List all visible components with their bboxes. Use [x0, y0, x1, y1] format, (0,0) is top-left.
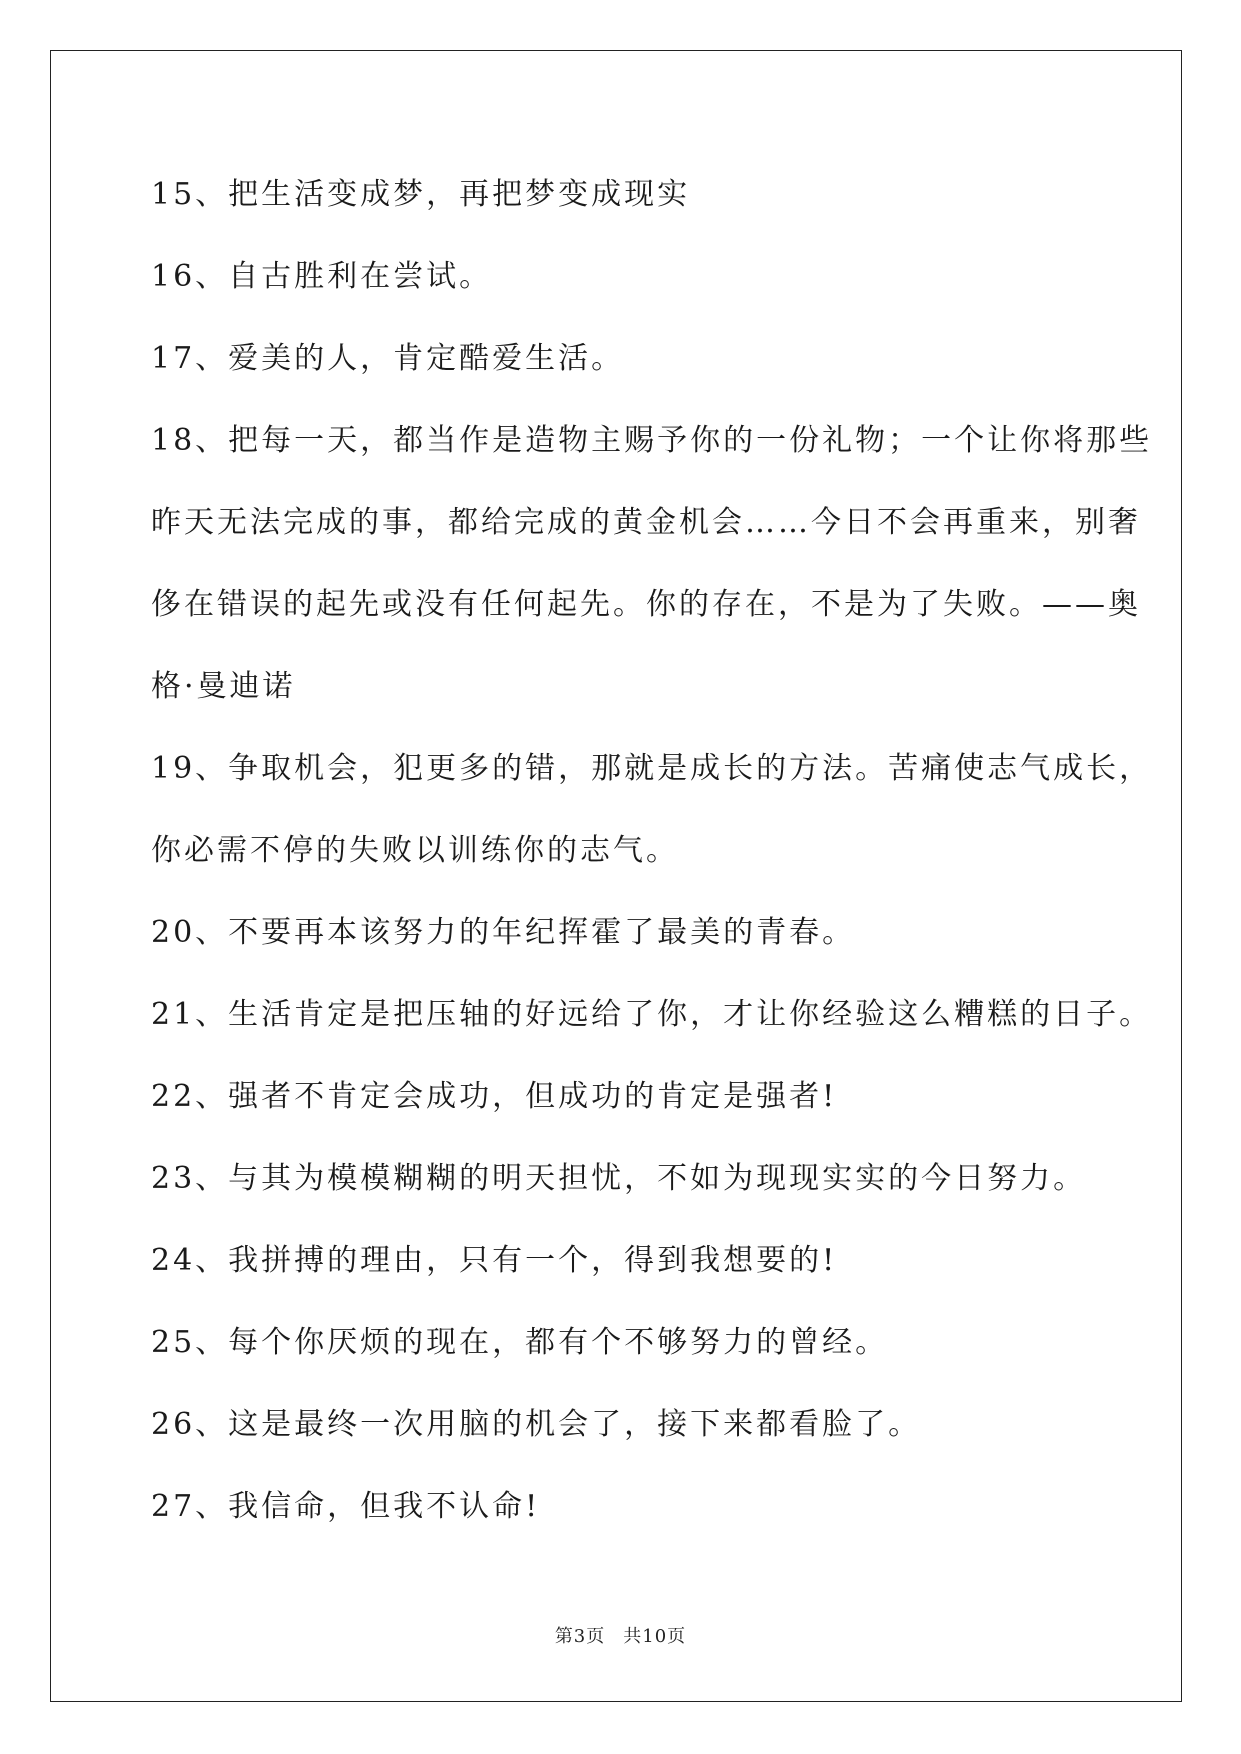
entry-25 [151, 1302, 1091, 1384]
entry-20 [151, 892, 1091, 974]
entry-line: 昨天无法完成的事，都给完成的黄金机会……今日不会再重来，别奢 [151, 505, 1141, 540]
entry-line: 27、我信命，但我不认命! [151, 1489, 541, 1524]
entry-line: 18、把每一天，都当作是造物主赐予你的一份礼物；一个让你将那些 [151, 423, 1153, 458]
entry-24 [151, 1220, 1091, 1302]
entry-line: 15、把生活变成梦，再把梦变成现实 [151, 177, 691, 212]
document-body [151, 164, 1153, 1558]
entry-line: 20、不要再本该努力的年纪挥霍了最美的青春。 [151, 915, 856, 950]
entry-16 [151, 236, 1091, 318]
entry-line: 侈在错误的起先或没有任何起先。你的存在，不是为了失败。——奥 [151, 587, 1141, 622]
page-number-current: 第3页 [554, 1626, 606, 1647]
entry-27 [151, 1466, 1091, 1548]
page-number-total: 共10页 [623, 1626, 687, 1647]
entry-18 [151, 400, 1153, 728]
entry-17 [151, 318, 1091, 400]
entry-line: 21、生活肯定是把压轴的好远给了你，才让你经验这么糟糕的日子。 [151, 997, 1153, 1032]
entry-line: 格·曼迪诺 [151, 669, 296, 704]
page-footer [0, 1622, 1241, 1648]
entry-line: 17、爱美的人，肯定酷爱生活。 [151, 341, 625, 376]
entry-15 [151, 154, 1091, 236]
entry-line: 16、自古胜利在尝试。 [151, 259, 493, 294]
entry-line: 22、强者不肯定会成功，但成功的肯定是强者! [151, 1079, 838, 1114]
entry-line: 19、争取机会，犯更多的错，那就是成长的方法。苦痛使志气成长， [151, 751, 1153, 786]
entry-line: 23、与其为模模糊糊的明天担忧，不如为现现实实的今日努力。 [151, 1161, 1087, 1196]
entry-22 [151, 1056, 1091, 1138]
entry-line: 26、这是最终一次用脑的机会了，接下来都看脸了。 [151, 1407, 922, 1442]
entry-line: 你必需不停的失败以训练你的志气。 [151, 833, 679, 868]
entry-line: 25、每个你厌烦的现在，都有个不够努力的曾经。 [151, 1325, 889, 1360]
entry-line: 24、我拼搏的理由，只有一个，得到我想要的! [151, 1243, 838, 1278]
entry-19 [151, 728, 1153, 892]
entry-23 [151, 1138, 1091, 1220]
entry-21 [151, 974, 1153, 1056]
entry-26 [151, 1384, 1091, 1466]
